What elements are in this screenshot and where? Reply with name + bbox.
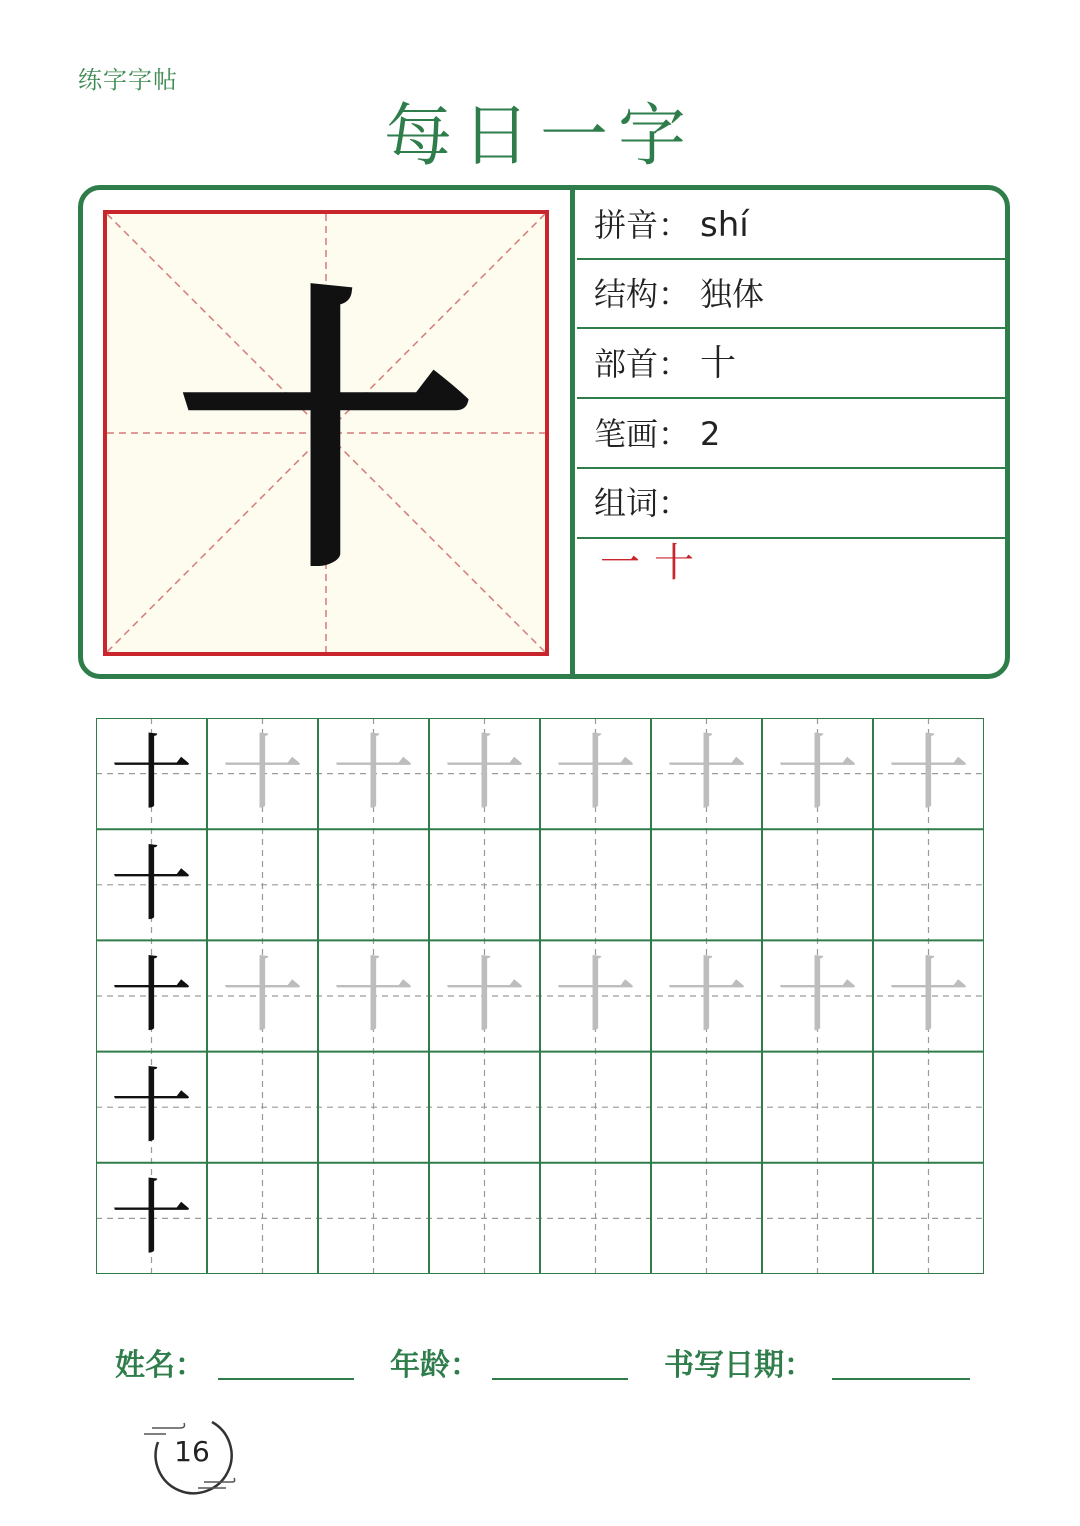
- trace-character: 十: [221, 948, 304, 1044]
- trace-character: 十: [887, 726, 970, 822]
- trace-character: 十: [665, 726, 748, 822]
- trace-character: 十: [776, 948, 859, 1044]
- model-character: 十: [110, 948, 193, 1044]
- trace-character: 十: [554, 948, 637, 1044]
- stroke-order: [600, 538, 694, 588]
- words-label: 组词：: [594, 484, 691, 522]
- pinyin-value: shí: [700, 205, 749, 245]
- page-title: 每日一字: [383, 97, 696, 176]
- date-input-line[interactable]: [832, 1378, 970, 1380]
- name-input-line[interactable]: [218, 1378, 354, 1380]
- stroke-step-1: 一: [600, 540, 640, 586]
- radical-row: [594, 331, 736, 397]
- date-field: [664, 1340, 814, 1390]
- age-label: 年龄：: [390, 1348, 480, 1383]
- pinyin-label: 拼音：: [594, 206, 691, 244]
- brand-label: 练字字帖: [78, 66, 178, 94]
- practice-grid: [96, 718, 984, 1274]
- stroke-step-2: 十: [654, 540, 694, 586]
- model-character: 十: [110, 837, 193, 933]
- trace-character: 十: [332, 948, 415, 1044]
- pinyin-row: [594, 192, 749, 258]
- date-label: 书写日期：: [664, 1348, 814, 1383]
- words-row: [594, 470, 690, 536]
- strokes-row: [594, 401, 720, 467]
- page-number: 16: [174, 1435, 210, 1468]
- structure-label: 结构：: [594, 275, 691, 313]
- strokes-value: 2: [700, 415, 721, 453]
- trace-character: 十: [221, 726, 304, 822]
- name-label: 姓名：: [115, 1348, 205, 1383]
- model-character: 十: [110, 726, 193, 822]
- radical-label: 部首：: [594, 345, 691, 383]
- info-divider: [577, 397, 1007, 399]
- info-divider: [577, 327, 1007, 329]
- trace-character: 十: [776, 726, 859, 822]
- trace-character: 十: [665, 948, 748, 1044]
- trace-character: 十: [443, 948, 526, 1044]
- name-field: [115, 1340, 205, 1390]
- cloud-ornament: [144, 1423, 185, 1434]
- trace-character: 十: [332, 726, 415, 822]
- page-number-badge: [140, 1412, 240, 1498]
- info-divider: [577, 467, 1007, 469]
- trace-character: 十: [554, 726, 637, 822]
- card-divider: [570, 188, 575, 678]
- main-character: 十: [176, 256, 476, 610]
- trace-character: 十: [443, 726, 526, 822]
- model-character: 十: [110, 1170, 193, 1266]
- strokes-label: 笔画：: [594, 415, 691, 453]
- radical-value: 十: [700, 343, 737, 384]
- trace-character: 十: [887, 948, 970, 1044]
- structure-row: [594, 261, 764, 327]
- model-character: 十: [110, 1059, 193, 1155]
- structure-value: 独体: [700, 275, 765, 313]
- age-input-line[interactable]: [492, 1378, 628, 1380]
- mizi-grid: [103, 210, 549, 656]
- age-field: [390, 1340, 480, 1390]
- info-divider: [577, 258, 1007, 260]
